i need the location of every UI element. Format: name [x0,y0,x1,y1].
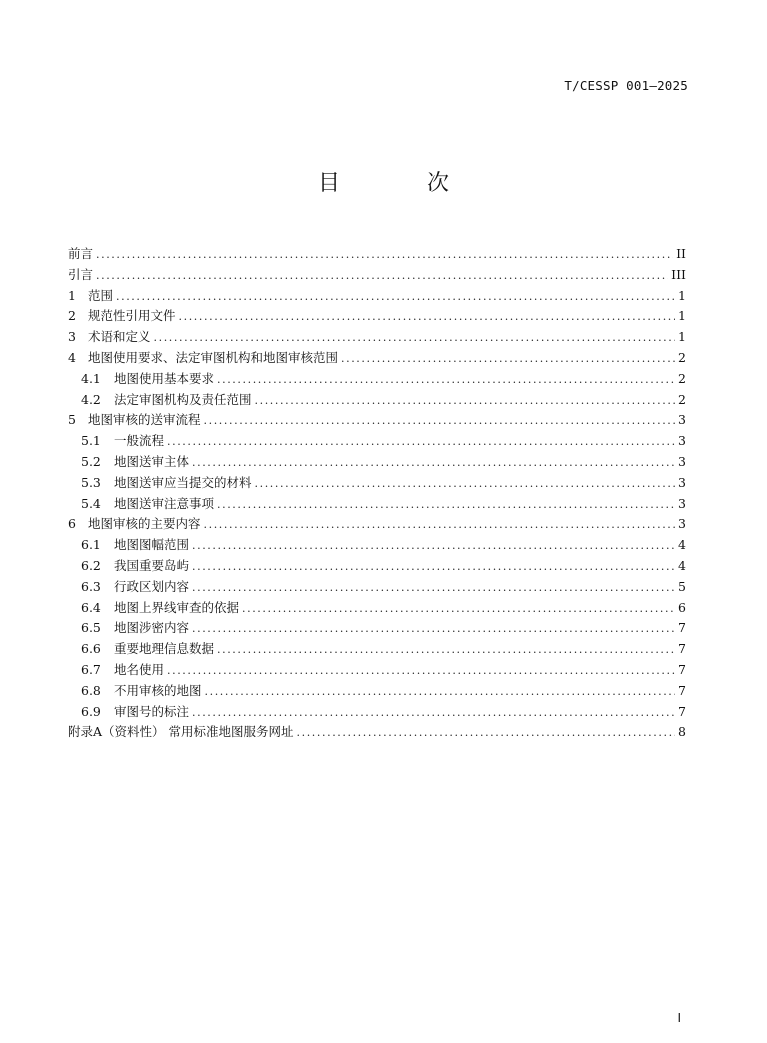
toc-entry[interactable] [68,618,686,639]
toc-leader-dots [179,307,676,328]
toc-leader-dots [255,474,676,495]
toc-entry[interactable] [68,244,686,265]
toc-entry-page: 2 [678,391,686,407]
toc-entry-number: 5 [68,412,76,428]
page-number: I [677,1011,681,1025]
toc-entry-number: 6.4 [81,599,101,615]
toc-entry-label [81,618,189,639]
toc-entry-text: 地图涉密内容 [114,620,190,636]
toc-leader-dots [297,723,676,744]
toc-entry[interactable] [68,286,686,307]
toc-leader-dots [192,453,675,474]
toc-entry-label [81,556,189,577]
toc-entry-label [68,265,93,286]
toc-leader-dots [192,703,675,724]
toc-leader-dots [154,328,676,349]
toc-entry-number: 6.7 [81,661,101,677]
toc-entry-text: 重要地理信息数据 [114,641,215,657]
toc-entry-label [81,431,164,452]
toc-leader-dots [204,515,676,536]
toc-entry-page: 3 [678,433,686,449]
toc-entry-text: 地名使用 [114,661,165,677]
toc-entry-label [68,286,113,307]
toc-entry-page: 3 [678,495,686,511]
toc-entry-text: 不用审核的地图 [114,682,202,698]
toc-entry-text: 地图送审主体 [114,453,190,469]
toc-leader-dots [205,682,676,703]
toc-entry-page: 7 [678,641,686,657]
toc-entry-text: 地图审核的送审流程 [88,412,201,428]
toc-entry-page: 7 [678,620,686,636]
toc-entry[interactable] [68,514,686,535]
toc-entry[interactable] [68,660,686,681]
toc-entry-label [81,639,214,660]
toc-entry-page: III [671,266,686,282]
toc-entry-number: 6.1 [81,537,101,553]
toc-entry-text: 地图使用基本要求 [114,370,215,386]
toc-entry-label [81,390,252,411]
toc-entry-label [81,702,189,723]
toc-entry[interactable] [68,265,686,286]
toc-entry[interactable] [68,473,686,494]
toc-entry-number: 6.3 [81,578,101,594]
toc-entry-text: 地图图幅范围 [114,537,190,553]
toc-entry-text: 审图号的标注 [114,703,190,719]
toc-entry-page: 1 [678,329,686,345]
toc-entry-text: 范围 [88,287,114,303]
toc-entry-number: 4 [68,349,76,365]
toc-entry-page: 8 [678,724,686,740]
toc-entry-number: 4.2 [81,391,101,407]
toc-entry[interactable] [68,556,686,577]
toc-entry-page: 7 [678,703,686,719]
toc-entry-number: 4.1 [81,370,101,386]
toc-entry-label [81,452,189,473]
toc-entry-label [81,494,214,515]
toc-entry-text: 地图送审注意事项 [114,495,215,511]
toc-entry-page: 5 [678,578,686,594]
toc-leader-dots [192,557,675,578]
toc-entry-page: 7 [678,661,686,677]
toc-entry-page: II [676,246,686,261]
toc-entry-page: 6 [678,599,686,615]
toc-entry-number: 6.5 [81,620,101,636]
toc-entry[interactable] [68,327,686,348]
table-of-contents [68,244,686,743]
toc-entry-number: 5.1 [81,433,101,449]
toc-entry-page: 3 [678,412,686,428]
toc-entry-text: 我国重要岛屿 [114,557,190,573]
toc-entry[interactable] [68,452,686,473]
toc-entry-page: 7 [678,682,686,698]
toc-entry-number: 5.3 [81,474,101,490]
toc-entry-label [81,681,202,702]
toc-entry-number: 2 [68,308,76,324]
toc-entry-page: 2 [678,370,686,386]
toc-leader-dots [192,619,675,640]
toc-entry-page: 3 [678,453,686,469]
toc-entry-text: 附录A（资料性） 常用标准地图服务网址 [68,724,294,740]
toc-entry-text: 法定审图机构及责任范围 [114,391,252,407]
toc-entry-label [68,722,294,743]
toc-entry-label [81,660,164,681]
toc-entry-number: 5.2 [81,453,101,469]
toc-entry-page: 4 [678,557,686,573]
toc-entry[interactable] [68,639,686,660]
toc-leader-dots [204,411,676,432]
toc-entry[interactable] [68,535,686,556]
toc-entry[interactable] [68,431,686,452]
toc-entry[interactable] [68,369,686,390]
toc-entry-label [81,598,239,619]
toc-entry[interactable] [68,390,686,411]
toc-entry-text: 一般流程 [114,433,165,449]
toc-entry[interactable] [68,348,686,369]
toc-leader-dots [217,370,675,391]
toc-entry[interactable] [68,702,686,723]
toc-entry-text: 规范性引用文件 [88,308,176,324]
toc-entry-number: 6 [68,516,76,532]
toc-leader-dots [167,661,675,682]
toc-entry-text: 前言 [68,246,94,261]
toc-entry[interactable] [68,577,686,598]
page-title: 目 次 [318,171,489,196]
toc-entry-text: 地图审核的主要内容 [88,516,201,532]
toc-entry-page: 1 [678,287,686,303]
toc-entry-label [68,410,201,431]
toc-entry-label [68,244,93,265]
toc-entry-text: 地图使用要求、法定审图机构和地图审核范围 [88,349,339,365]
toc-entry[interactable] [68,494,686,515]
toc-entry-page: 2 [678,349,686,365]
toc-entry-number: 6.9 [81,703,101,719]
toc-entry-label [81,473,252,494]
toc-entry-number: 6.2 [81,557,101,573]
toc-leader-dots [96,266,668,287]
toc-leader-dots [167,432,675,453]
toc-entry-text: 地图送审应当提交的材料 [114,474,252,490]
toc-entry[interactable] [68,306,686,327]
toc-entry[interactable] [68,598,686,619]
document-code: T/CESSP 001—2025 [564,78,688,93]
toc-leader-dots [192,536,675,557]
toc-entry-label [68,348,338,369]
toc-entry-text: 行政区划内容 [114,578,190,594]
toc-entry-label [81,535,189,556]
toc-entry-number: 5.4 [81,495,101,511]
toc-entry-text: 地图上界线审查的依据 [114,599,240,615]
toc-entry-label [68,327,151,348]
toc-leader-dots [96,245,673,266]
toc-leader-dots [242,599,675,620]
toc-entry[interactable] [68,681,686,702]
toc-entry-number: 1 [68,287,76,303]
toc-entry-label [81,577,189,598]
toc-entry[interactable] [68,410,686,431]
toc-entry[interactable] [68,722,686,743]
toc-entry-text: 引言 [68,266,94,282]
toc-entry-label [81,369,214,390]
toc-entry-page: 4 [678,537,686,553]
toc-leader-dots [217,495,675,516]
toc-entry-number: 6.6 [81,641,101,657]
toc-leader-dots [341,349,675,370]
toc-entry-text: 术语和定义 [88,329,151,345]
toc-leader-dots [255,391,676,412]
toc-entry-number: 6.8 [81,682,101,698]
toc-entry-label [68,306,176,327]
toc-entry-page: 3 [678,474,686,490]
toc-leader-dots [116,287,675,308]
toc-entry-number: 3 [68,329,76,345]
toc-leader-dots [192,578,675,599]
toc-entry-page: 3 [678,516,686,532]
toc-entry-label [68,514,201,535]
toc-entry-page: 1 [678,308,686,324]
toc-leader-dots [217,640,675,661]
